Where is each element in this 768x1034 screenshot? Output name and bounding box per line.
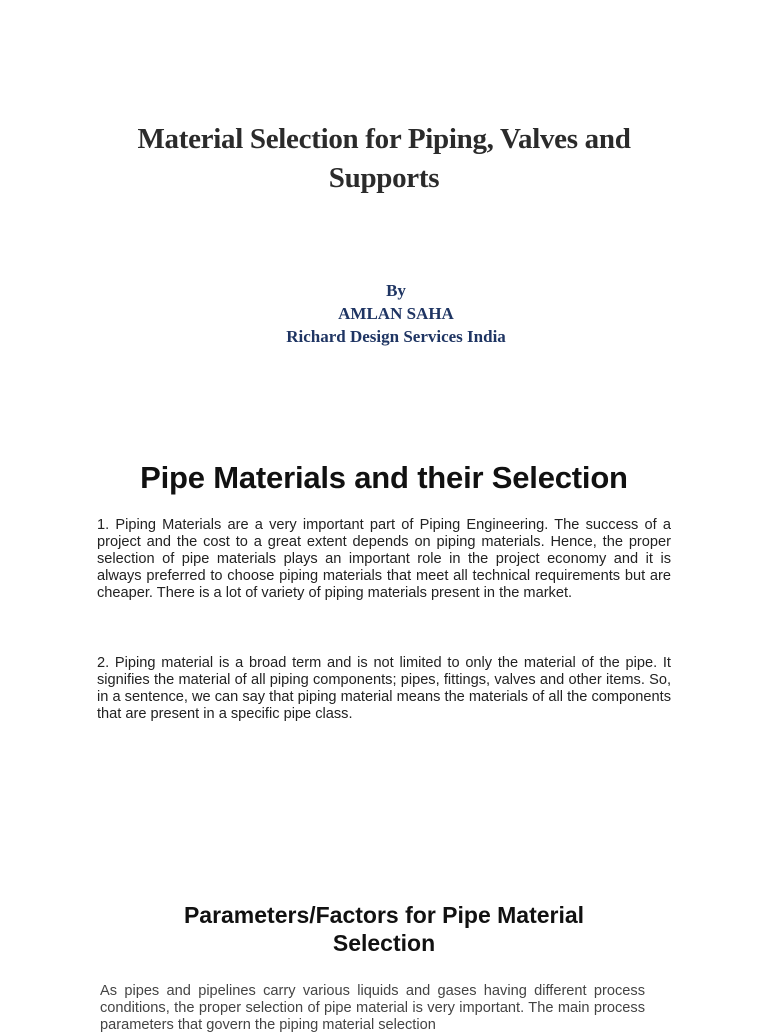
paragraph-3: As pipes and pipelines carry various liquids and gases having different process conditions, the proper selection of pipe material is very important. The main process parameters that govern the piping material selection	[100, 983, 645, 1034]
paragraph-1: 1. Piping Materials are a very important part of Piping Engineering. The success of a project and the cost to a great extent depends on piping materials. Hence, the proper selection of pipe materials plays an important role in the project economy and it is always preferred to choose piping materials that meet all technical requirements but are cheaper. There is a lot of variety of piping materials present in the market.	[97, 517, 671, 602]
paragraph-2: 2. Piping material is a broad term and is not limited to only the material of the pipe. It signifies the material of all piping components; pipes, fittings, valves and other items. So, in a sentence, we can say that piping material means the materials of all the components that are present in a specific pipe class.	[97, 655, 671, 723]
author-name: AMLAN SAHA	[338, 304, 454, 323]
byline-by: By	[386, 281, 406, 300]
section-heading-parameters: Parameters/Factors for Pipe Material Selection	[183, 902, 585, 956]
document-title: Material Selection for Piping, Valves and Supports	[137, 123, 631, 194]
author-organization: Richard Design Services India	[286, 327, 506, 346]
byline	[196, 279, 596, 348]
section-heading-pipe-materials: Pipe Materials and their Selection	[140, 460, 628, 495]
